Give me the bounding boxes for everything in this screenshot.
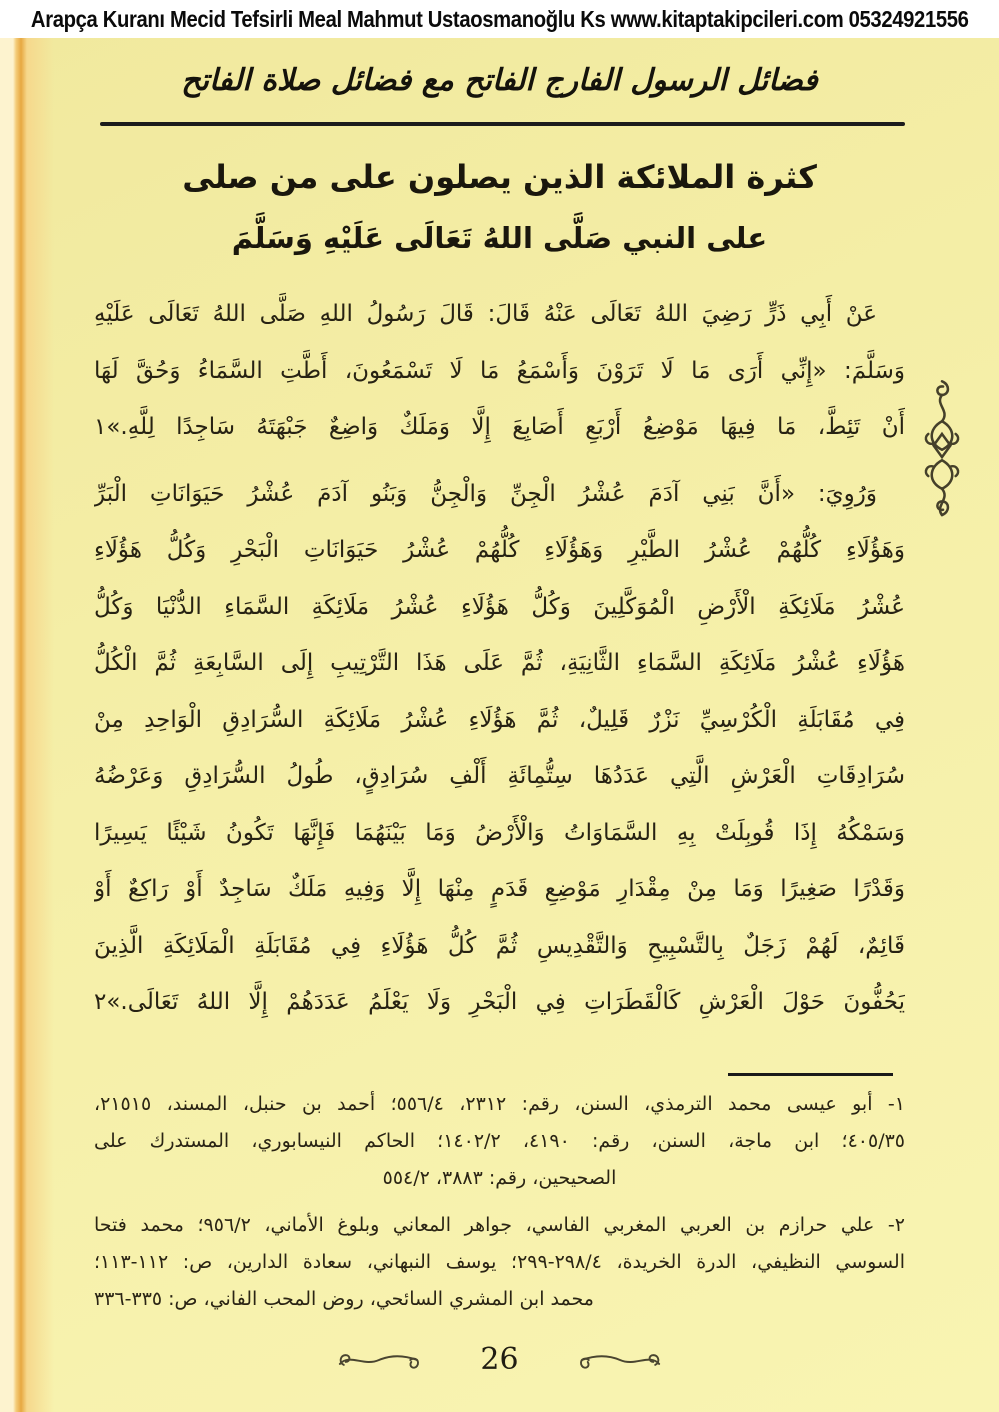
- watermark-text: Arapça Kuranı Mecid Tefsirli Meal Mahmut Ustaosmanoğlu Ks www.kitaptakipcileri.com 05324921556: [30, 5, 969, 32]
- footnote-1: [94, 1086, 905, 1197]
- text-line: عَنْ أَبِي ذَرٍّ رَضِيَ اللهُ تَعَالَى عَنْهُ قَالَ: قَالَ رَسُولُ اللهِ صَلَّى اللهُ تَعَالَى عَلَيْهِ: [94, 301, 877, 327]
- footnote-2: [94, 1207, 905, 1318]
- footnote-separator: [728, 1073, 893, 1076]
- text-line: وَسَلَّمَ: «إِنِّي أَرَى مَا لَا تَرَوْنَ وَأَسْمَعُ مَا لَا تَسْمَعُونَ، أَطَّتِ السَّمَاءُ وَحُقَّ لَهَا: [94, 357, 905, 384]
- section-title-line1: كثرة الملائكة الذين يصلون على من صلى: [182, 158, 817, 196]
- flourish-right-icon: [577, 1347, 665, 1373]
- footnote-2-last-line: محمد ابن المشري السائحي، روض المحب الفاني، ص: ٣٣٥-٣٣٦: [94, 1287, 594, 1310]
- text-line: ١- أبو عيسى محمد الترمذي، السنن، رقم: ٢٣١٢، ٥٥٦/٤؛ أحمد بن حنبل، المسند، ٢١٥١٥،: [94, 1092, 905, 1115]
- flourish-left-icon: [334, 1347, 422, 1373]
- hadith-paragraph: [94, 286, 905, 456]
- text-line: فِي مُقَابَلَةِ الْكُرْسِيِّ نَزْرٌ قَلِيلٌ، ثُمَّ هَؤُلَاءِ عُشْرُ مَلَائِكَةِ السُّرَادِقِ الْوَاحِدِ مِنْ: [94, 706, 905, 733]
- page-gutter-shadow: [0, 38, 54, 1412]
- page-number: 26: [480, 1341, 519, 1377]
- text-line: ٤٠٥/٣٥؛ ابن ماجة، السنن، رقم: ٤١٩٠، ١٤٠٢/٢؛ الحاكم النيسابوري، المستدرك على: [94, 1129, 905, 1152]
- text-line: وَقَدْرًا صَغِيرًا وَمَا مِنْ مِقْدَارِ مَوْضِعِ قَدَمٍ مِنْهَا إِلَّا وَفِيهِ مَلَكٌ سَاجِدٌ أَوْ رَاكِعٌ أَوْ: [94, 876, 905, 902]
- watermark-banner: [0, 0, 999, 38]
- book-page: [0, 38, 999, 1412]
- footnotes: [94, 1086, 905, 1318]
- text-line: هَؤُلَاءِ عُشْرُ مَلَائِكَةِ السَّمَاءِ الثَّانِيَةِ، ثُمَّ عَلَى هَذَا التَّرْتِيبِ إِلَى السَّابِعَةِ ثُمَّ الْكُلُّ: [94, 650, 905, 676]
- section-title-line2: على النبي صَلَّى اللهُ تَعَالَى عَلَيْهِ وَسَلَّمَ: [231, 221, 768, 255]
- page-footer: [94, 1340, 905, 1380]
- footnote-1-lines: [94, 1086, 905, 1160]
- text-line: السوسي النظيفي، الدرة الخريدة، ٢٩٨/٤-٢٩٩؛ يوسف النبهاني، سعادة الدارين، ص: ١١٢-١١٣؛: [94, 1250, 905, 1273]
- text-line: قَائِمٌ، لَهُمْ زَجَلٌ بِالتَّسْبِيحِ وَالتَّقْدِيسِ ثُمَّ كُلُّ هَؤُلَاءِ فِي مُقَابَلَةِ الْمَلَائِكَةِ الَّذِينَ: [94, 932, 905, 959]
- text-line: وَسَمْكُهُ إِذَا قُوبِلَتْ بِهِ السَّمَاوَاتُ وَالْأَرْضُ وَمَا بَيْنَهُمَا فَإِنَّهَا تَكُونُ شَيْئًا يَسِيرًا: [94, 819, 905, 846]
- body-text: [94, 286, 905, 1031]
- running-header-title: فضائل الرسول الفارج الفاتح مع فضائل صلاة الفاتح: [181, 63, 818, 98]
- text-line: سُرَادِقَاتِ الْعَرْشِ الَّتِي عَدَدُهَا سِتُّمِائَةِ أَلْفِ سُرَادِقٍ، طُولُ السُّرَادِقِ وَعَرْضُهُ: [94, 763, 905, 789]
- narration-paragraph: [94, 466, 905, 1031]
- text-line: وَهَؤُلَاءِ كُلُّهُمْ عُشْرُ الطَّيْرِ وَهَؤُلَاءِ كُلُّهُمْ عُشْرُ حَيَوَانَاتِ الْبَحْرِ وَكُلُّ هَؤُلَاءِ: [94, 537, 905, 563]
- margin-ornament-icon: [919, 376, 965, 534]
- text-line: وَرُوِيَ: «أَنَّ بَنِي آدَمَ عُشْرُ الْجِنِّ وَالْجِنُّ وَبَنُو آدَمَ عُشْرُ حَيَوَانَاتِ الْبَرِّ: [94, 480, 877, 507]
- footnote-1-last-line: الصحيحين، رقم: ٣٨٨٣، ٥٥٤/٢: [382, 1166, 617, 1189]
- footnote-2-lines: [94, 1207, 905, 1281]
- text-line: يَحُفُّونَ حَوْلَ الْعَرْشِ كَالْقَطَرَاتِ فِي الْبَحْرِ وَلَا يَعْلَمُ عَدَدَهُمْ إِلَّا اللهُ تَعَالَى.»٢: [94, 989, 905, 1015]
- text-line: عُشْرُ مَلَائِكَةِ الْأَرْضِ الْمُوَكَّلِينَ وَكُلُّ هَؤُلَاءِ عُشْرُ مَلَائِكَةِ السَّمَاءِ الدُّنْيَا وَكُلُّ: [94, 593, 905, 620]
- text-line: أَنْ تَئِطَّ، مَا فِيهَا مَوْضِعُ أَرْبَعِ أَصَابِعَ إِلَّا وَمَلَكٌ وَاضِعٌ جَبْهَتَهُ سَاجِدًا لِلَّهِ.»١: [94, 414, 905, 440]
- text-line: ٢- علي حرازم بن العربي المغربي الفاسي، جواهر المعاني وبلوغ الأماني، ٩٥٦/٢؛ محمد فتحا: [94, 1213, 905, 1236]
- header-rule: [100, 122, 905, 126]
